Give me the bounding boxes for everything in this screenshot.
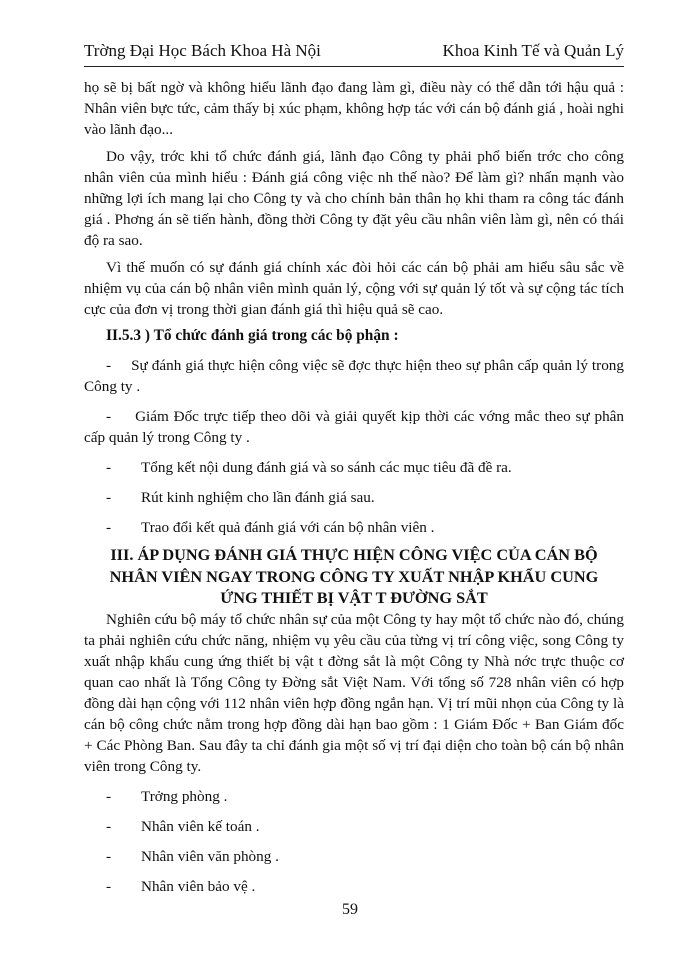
dash-marker: - <box>106 817 112 835</box>
dash-marker: - <box>106 847 112 865</box>
list-item <box>84 786 624 807</box>
dash-marker: - <box>106 489 112 506</box>
dash-marker: - <box>106 519 112 536</box>
list-item-text: Trởng phòng . <box>141 787 228 805</box>
list-item <box>84 457 624 478</box>
list-item <box>84 876 624 897</box>
list-item-text: Nhân viên văn phòng . <box>141 847 279 865</box>
main-title-line: ỨNG THIẾT BỊ VẬT T ĐƯỜNG SẮT <box>220 588 488 607</box>
section-heading: II.5.3 ) Tổ chức đánh giá trong các bộ phận : <box>106 327 399 344</box>
list-item-text: Rút kinh nghiệm cho lần đánh giá sau. <box>141 489 375 506</box>
list-item-text: Sự đánh giá thực hiện công việc sẽ đợc thực hiện theo sự phân cấp quản lý trong Công ty . <box>84 357 624 395</box>
list-item <box>84 517 624 538</box>
list-item-text: Nhân viên bảo vệ . <box>141 877 256 895</box>
header-university: Trờng Đại Học Bách Khoa Hà Nội <box>84 41 321 60</box>
list-item-text: Giám Đốc trực tiếp theo dõi và giải quyết kịp thời các vớng mắc theo sự phân cấp quản lý trong Công ty . <box>84 408 624 446</box>
header-faculty: Khoa Kinh Tế và Quản Lý <box>442 41 624 60</box>
main-title <box>84 544 624 609</box>
main-title-line: NHÂN VIÊN NGAY TRONG CÔNG TY XUẤT NHẬP KHẨU CUNG <box>109 566 599 586</box>
paragraph-1: họ sẽ bị bất ngờ và không hiểu lãnh đạo đang làm gì, điều này có thể dẫn tới hậu quả : Nhân viên bực tức, cảm thấy bị xúc phạm, không hợp tác với cán bộ đánh giá , hoài nghi vào lãnh đạo... <box>84 79 624 138</box>
list-item-text: Nhân viên kế toán . <box>141 817 260 835</box>
list-item <box>84 487 624 508</box>
dash-marker: - <box>106 787 112 805</box>
list-item-text: Trao đổi kết quả đánh giá với cán bộ nhân viên . <box>141 519 435 536</box>
header-rule <box>84 66 624 67</box>
main-title-line: III. ÁP DỤNG ĐÁNH GIÁ THỰC HIỆN CÔNG VIỆC CỦA CÁN BỘ <box>110 545 598 564</box>
list-item <box>84 816 624 837</box>
dash-marker: - <box>106 459 112 476</box>
list-item <box>84 355 624 397</box>
list-item <box>84 846 624 867</box>
dash-marker: - <box>106 408 112 425</box>
dash-marker: - <box>106 357 112 374</box>
paragraph-4: Nghiên cứu bộ máy tổ chức nhân sự của một Công ty hay một tổ chức nào đó, chúng ta phải nghiên cứu chức năng, nhiệm vụ yêu cầu của từng vị trí công việc, song Công ty xuất nhập khẩu cung ứng thiết bị vật t đờng sắt là một Công ty Nhà nớc trực thuộc cơ quan cao nhất là Tổng Công ty Đờng sắt Việt Nam. Với tổng số 728 nhân viên có hợp đồng dài hạn cộng với 112 nhân viên hợp đồng ngắn hạn. Vị trí mũi nhọn của Công ty là cán bộ công chức nằm trong hợp đồng dài hạn bao gồm : 1 Giám Đốc + Ban Giám đốc + Các Phòng Ban. Sau đây ta chỉ đánh gia một số vị trí đại diện cho toàn bộ cán bộ nhân viên trong Công ty. <box>84 610 624 775</box>
position-list <box>84 786 624 897</box>
dash-marker: - <box>106 877 112 895</box>
page-number: 59 <box>342 901 358 918</box>
paragraph-2: Do vậy, trớc khi tổ chức đánh giá, lãnh đạo Công ty phải phổ biến trớc cho công nhân viên của mình hiểu : Đánh giá công việc nh thế nào? Để làm gì? nhấn mạnh vào những lợi ích mang lại cho Công ty và cho chính bản thân họ khi tham ra công tác đánh giá . Phơng án sẽ tiến hành, đồng thời Công ty đặt yêu cầu nhân viên làm gì, nên có thái độ ra sao. <box>84 148 624 249</box>
paragraph-3: Vì thế muốn có sự đánh giá chính xác đòi hỏi các cán bộ phải am hiểu sâu sắc về nhiệm vụ của cán bộ nhân viên mình quản lý, cộng với sự quản lý tốt và sự cộng tác tích cực của đơn vị trong thời gian đánh giá thì hiệu quả sẽ cao. <box>84 259 624 318</box>
list-item-text: Tổng kết nội dung đánh giá và so sánh các mục tiêu đã đề ra. <box>141 459 512 476</box>
list-item <box>84 406 624 448</box>
page-body <box>84 77 624 897</box>
page-header <box>84 40 624 62</box>
